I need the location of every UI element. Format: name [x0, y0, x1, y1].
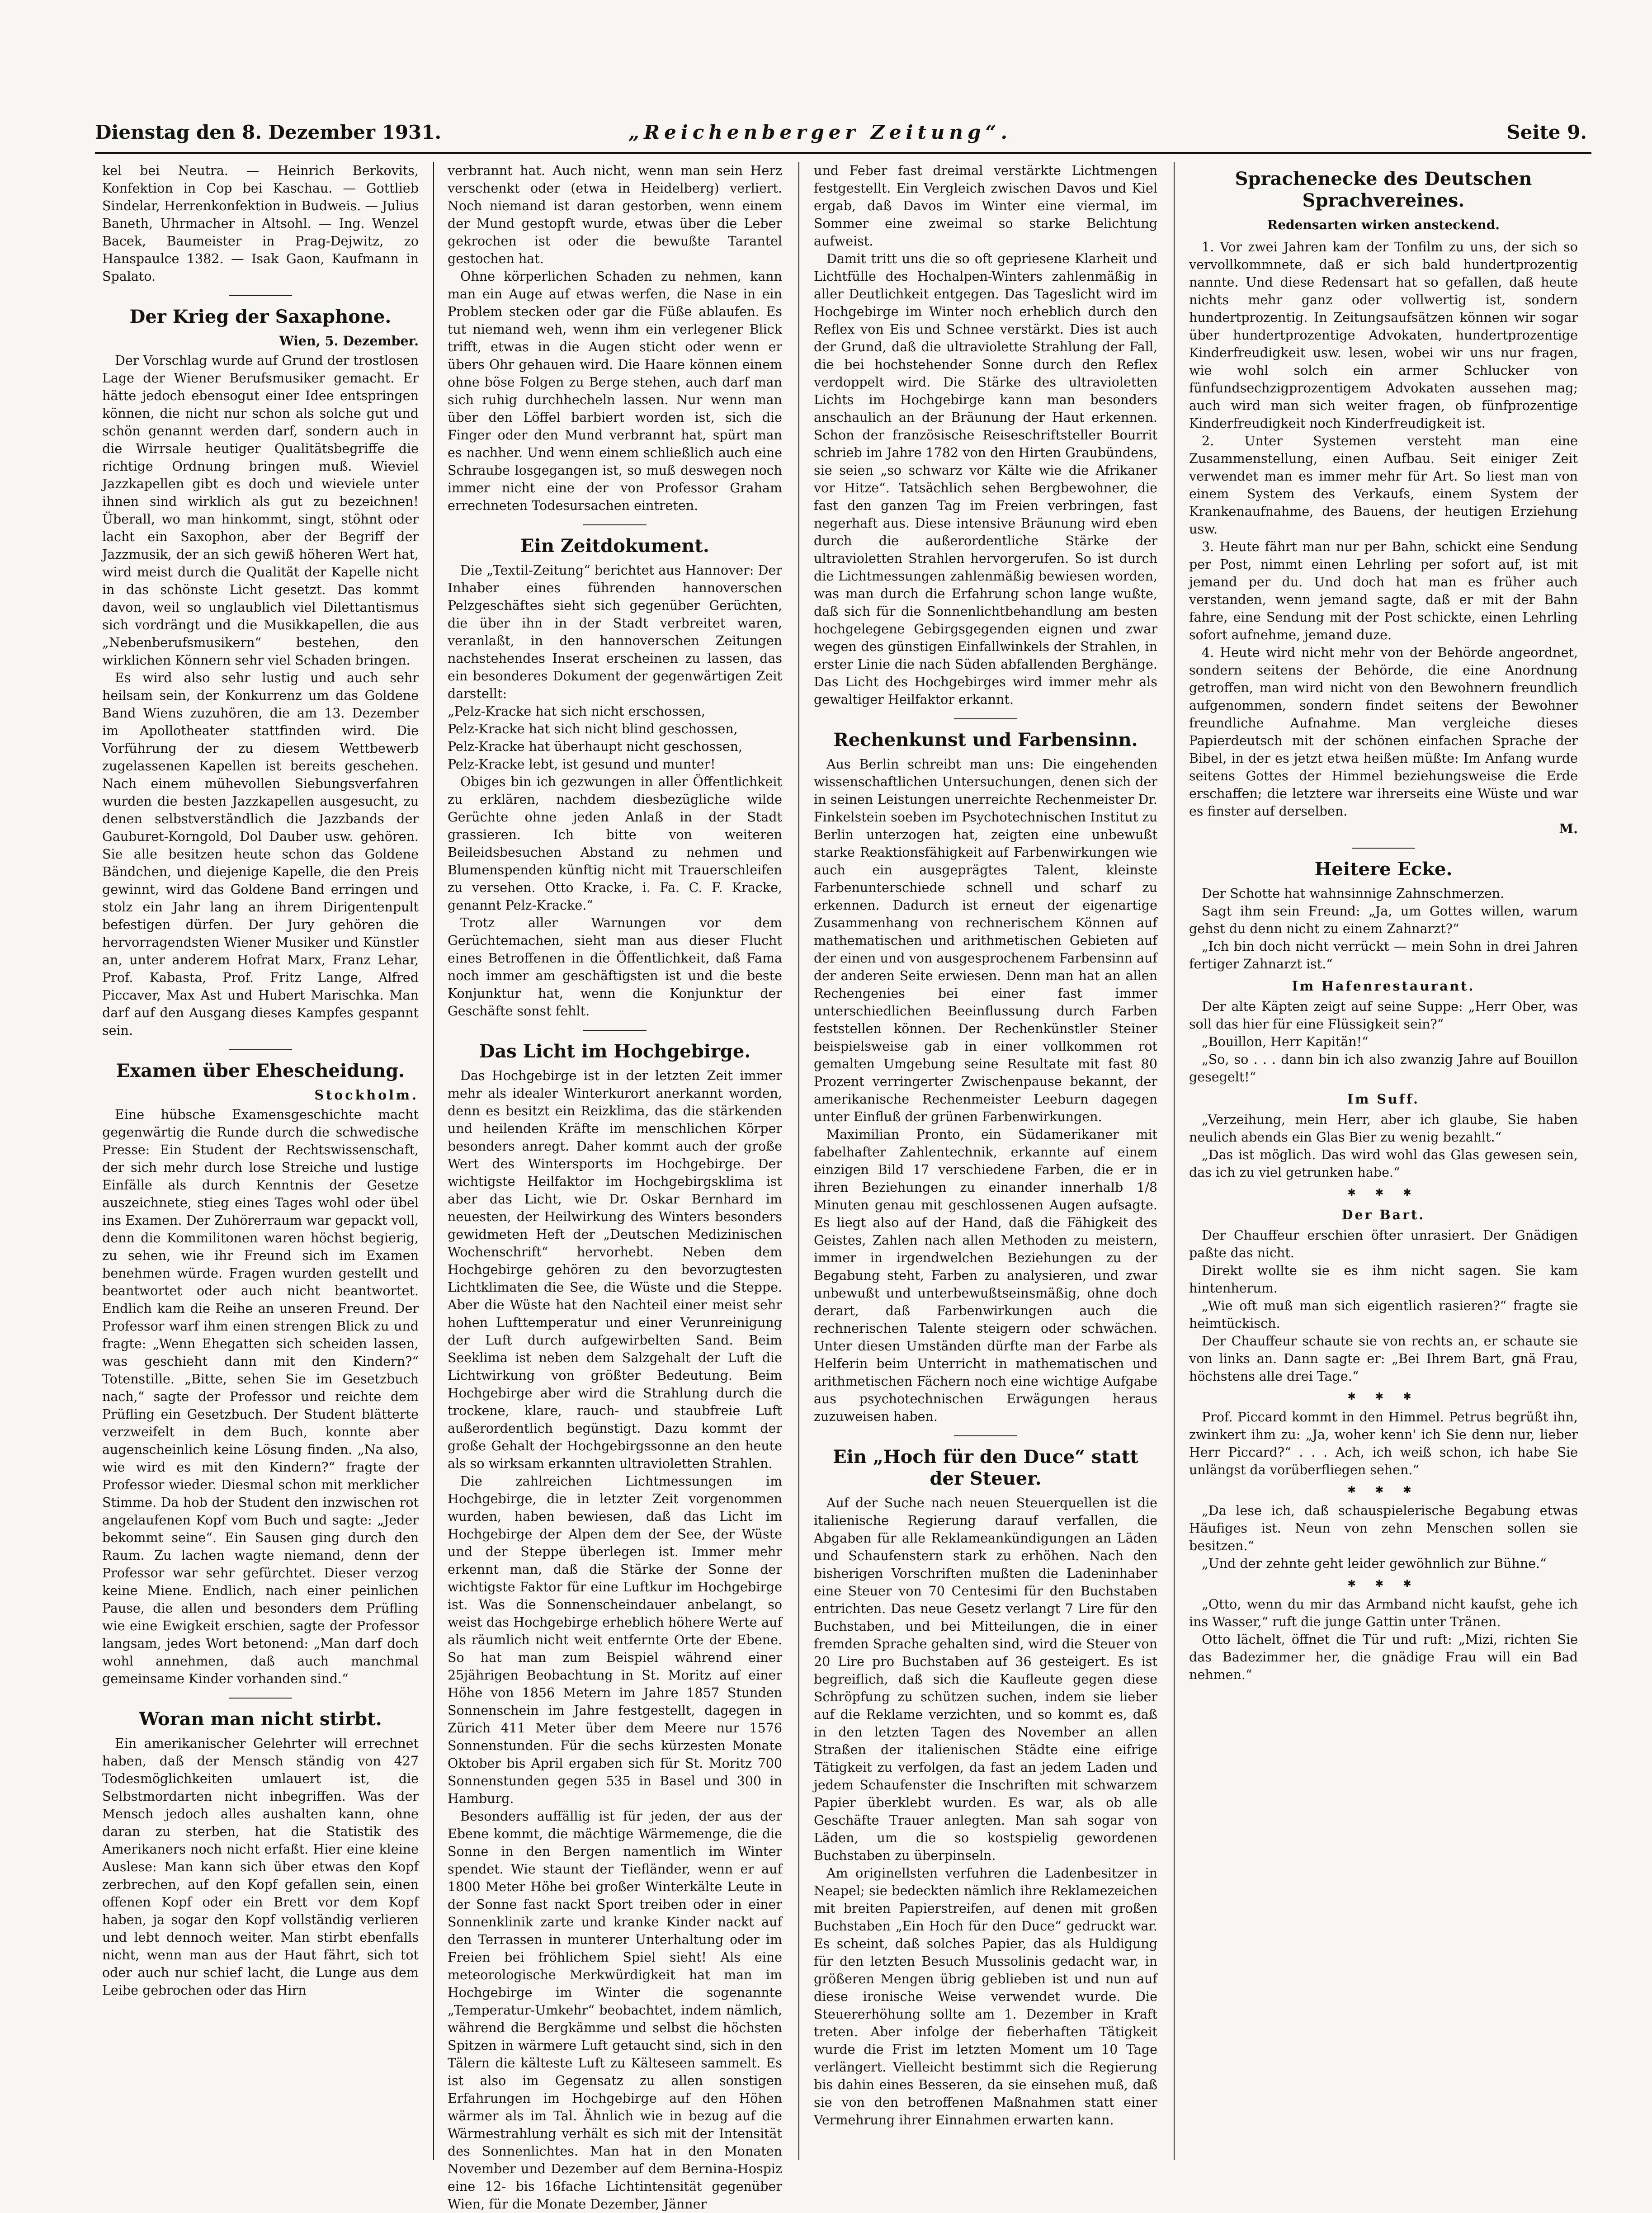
joke-paragraph: „Das ist möglich. Das wird wohl das Glas gewesen sein, das ich zu viel getrunken habe.“: [1189, 1147, 1578, 1180]
article-dateline: Wien, 5. Dezember.: [279, 333, 419, 349]
article-paragraph: Eine hübsche Examensgeschichte macht gegenwärtig die Runde durch die schwedische Presse: Ein Student der Rechtswissenschaft, der sich mehr durch lose Streiche und lustige Einfälle als durch Kenntnis der Gesetze auszeichnete, stieg eines Tages wohl oder übel ins Examen. Der Zuhörerraum war gepackt voll, denn die Kommilitonen waren höchst begierig, zu sehen, wie ihr Freund sich im Examen benehmen würde. Fragen wurden gestellt und beantwortet oder auch nicht beantwortet. Endlich kam die Reihe an unseren Freund. Der Professor warf ihm einen strengen Blick zu und fragte: „Wenn Ehegatten sich scheiden lassen, was geschieht dann mit den Kindern?“ Totenstille. „Bitte, sehen Sie im Gesetzbuch nach,“ sagte der Professor und reichte dem Prüfling ein Gesetzbuch. Der Student blätterte verzweifelt in dem Buch, konnte aber augenscheinlich keine Lösung finden. „Na also, wie wird es mit den Kindern?“ fragte der Professor wieder. Diesmal schon mit merklicher Stimme. Da hob der Student den inzwischen rot angelaufenen Kopf vom Buch und sagte: „Jeder bekommt seine“. Ein Sausen ging durch den Raum. Zu lachen wagte niemand, denn der Professor war sehr gefürchtet. Dieser verzog keine Miene. Endlich, nach einer peinlichen Pause, die allen und besonders dem Prüfling wie eine Ewigkeit erschien, sagte der Professor langsam, jedes Wort betonend: „Man darf doch wohl annehmen, daß auch manchmal gemeinsame Kinder vorhanden sind.“: [102, 1107, 419, 1686]
joke-paragraph: Der Chauffeur erschien öfter unrasiert. Der Gnädigen paßte das nicht.: [1189, 1228, 1578, 1260]
header-newspaper-title: „Reichenberger Zeitung“.: [628, 121, 1012, 143]
article-paragraph: Damit tritt uns die so oft gepriesene Klarheit und Lichtfülle des Hochalpen-Winters zahlenmäßig in aller Deutlichkeit entgegen. Das Tageslicht wird im Hochgebirge im Winter noch erheblich durch den Reflex von Eis und Schnee verstärkt. Dies ist auch der Grund, daß die ultraviolette Strahlung der Fall, die bei hochstehender Sonne durch den Reflex verdoppelt wird. Die Stärke des ultravioletten Lichts im Hochgebirge kann man besonders anschaulich an der Bräunung der Haut erkennen. Schon der französische Reiseschriftsteller Bourrit schrieb im Jahre 1782 von den Hirten Graubündens, sie seien „so schwarz vor Kälte wie die Afrikaner vor Hitze“. Tatsächlich sehen Bergbewohner, die fast den ganzen Tag im Freien verbringen, fast negerhaft aus. Diese intensive Bräunung wird eben durch die außerordentliche Stärke der ultravioletten Strahlen hervorgerufen. So ist durch die Lichtmessungen zahlenmäßig bewiesen worden, was man durch die Erfahrung schon lange wußte, daß sich für die Sonnenlichtbehandlung am besten hochgelegene Gebirgsgegenden eignen und zwar wegen des günstigen Einfallwinkels der Strahlen, in erster Linie die nach Süden abfallenden Berghänge. Das Licht des Hochgebirges wird immer mehr als gewaltiger Heilfaktor erkannt.: [814, 251, 1157, 707]
joke-paragraph: Prof. Piccard kommt in den Himmel. Petrus begrüßt ihn, zwinkert ihm zu: „Ja, woher kenn' ich Sie denn nur, lieber Herr Piccard?“ . . . Ach, ich weiß schon, ich habe Sie unlängst da vorüberfliegen sehen.“: [1189, 1410, 1578, 1477]
joke-separator: ✱ ✱ ✱: [1347, 1485, 1420, 1496]
column-divider: [798, 162, 799, 2160]
article-paragraph: Ein amerikanischer Gelehrter will errechnet haben, daß der Mensch ständig von 427 Todesmöglichkeiten umlauert ist, die Selbstmordarten nicht inbegriffen. Was der Mensch jedoch alles aushalten kann, ohne daran zu sterben, hat die Statistik des Amerikaners noch nicht erfaßt. Hier eine kleine Auslese: Man kann sich über etwas den Kopf zerbrechen, auf den Kopf gefallen sein, einen offenen Kopf oder ein Brett vor dem Kopf haben, ja sogar den Kopf vollständig verlieren und lebt dennoch weiter. Man stirbt ebenfalls nicht, wenn man aus der Haut fährt, sich tot oder auch nur schief lacht, die Lunge aus dem Leibe gebrochen oder das Hirn: [102, 1736, 419, 1998]
joke-paragraph: „Wie oft muß man sich eigentlich rasieren?“ fragte sie heimtückisch.: [1189, 1298, 1578, 1331]
article-separator: [583, 524, 647, 525]
article-title: Ein Zeitdokument.: [520, 535, 709, 557]
article-paragraph: Der Vorschlag wurde auf Grund der trostlosen Lage der Wiener Berufsmusiker gemacht. Er hätte jedoch ebensogut einer Idee entspringen können, die nicht nur schon als solche gut und schön genannt werden darf, sondern auch in die Wirrsale heutiger Qualitätsbegriffe die richtige Ordnung bringen muß. Wieviel Jazzkapellen gibt es doch und wieviele unter ihnen sind wirklich als gut zu bezeichnen! Überall, wo man hinkommt, singt, stöhnt oder lacht ein Saxophon, aber der Begriff der Jazzmusik, der an sich gewiß höheren Wert hat, wird meist durch die Qualität der Kapelle nicht in das schönste Licht gesetzt. Das kommt davon, weil so unglaublich viel Dilettantismus sich vordrängt und die Musikkapellen, die aus „Nebenberufsmusikern“ bestehen, den wirklichen Könnern sehr viel Schaden bringen.: [102, 353, 419, 668]
joke-paragraph: „So, so . . . dann bin ich also zwanzig Jahre auf Bouillon gesegelt!“: [1189, 1052, 1578, 1085]
article-title: Examen über Ehescheidung.: [116, 1060, 405, 1081]
article-paragraph: 1. Vor zwei Jahren kam der Tonfilm zu uns, der sich so vervollkommnete, daß er sich bald hundertprozentig nannte. Und diese Redensart hat so gefallen, daß heute nichts mehr ganz oder vollwertig ist, sondern hundertprozentig. In Zeitungsaufsätzen können wir sogar über hundertprozentige Advokaten, hundertprozentige Kinderfreudigkeit usw. lesen, wobei wir uns nur fragen, wie wohl solch ein armer Schlucker von fünfundsechzigprozentigem Advokaten aussehen mag; auch wird man sich weiter fragen, ob fünfprozentige Kinderfreudigkeit noch Kinderfreudigkeit ist.: [1189, 240, 1578, 431]
article-separator: [954, 718, 1017, 719]
article-paragraph: Obiges bin ich gezwungen in aller Öffentlichkeit zu erklären, nachdem diesbezügliche wilde Gerüchte ohne jeden Anlaß in der Stadt grassieren. Ich bitte von weiteren Beileidsbesuchen Abstand zu nehmen und Blumenspenden künftig nicht mit Trauerschleifen zu versehen. Otto Kracke, i. Fa. C. F. Kracke, genannt Pelz-Kracke.“: [448, 774, 782, 913]
joke-paragraph: „Da lese ich, daß schauspielerische Begabung etwas Häufiges ist. Neun von zehn Menschen sollen sie besitzen.“: [1189, 1503, 1578, 1553]
article-paragraph: Auf der Suche nach neuen Steuerquellen ist die italienische Regierung darauf verfallen, die Abgaben für alle Reklameankündigungen an Läden und Schaufenstern stark zu erhöhen. Nach den bisherigen Vorschriften mußten die Ladeninhaber eine Steuer von 70 Centesimi für den Buchstaben entrichten. Das neue Gesetz verlangt 7 Lire für den Buchstaben, und bei Mitteilungen, die in einer fremden Sprache gehalten sind, wird die Steuer von 20 Lire pro Buchstaben auf 36 gesteigert. Es ist begreiflich, daß sich die Kaufleute gegen diese Schröpfung zu schützen suchen, indem sie lieber auf die Reklame verzichten, und so kommt es, daß in den letzten Tagen des November an allen Straßen der italienischen Städte eine eifrige Tätigkeit zu verfolgen, da fast an jedem Laden und jedem Schaufenster die Inschriften mit schwarzem Papier überklebt wurden. Es war, als ob alle Geschäfte Trauer anlegten. Man sah sogar von Läden, um die so kostspielig gewordenen Buchstaben zu überpinseln.: [814, 1496, 1157, 1863]
header-page-number: Seite 9.: [1506, 121, 1587, 143]
continued-text: und Feber fast dreimal verstärkte Lichtmengen festgestellt. Ein Vergleich zwischen Davos und Kiel ergab, daß Davos im Winter eine viermal, im Sommer eine zweimal so starke Belichtung aufweist.: [814, 163, 1157, 249]
article-separator: [229, 1049, 292, 1050]
quote-line: „Pelz-Kracke hat sich nicht erschossen,: [448, 704, 705, 719]
article-paragraph: Trotz aller Warnungen vor dem Gerüchtemachen, sieht man aus dieser Flucht eines Betroffenen in die Öffentlichkeit, daß Fama noch immer am geschäftigsten ist und die beste Konjunktur hat, wenn die Konjunktur der Geschäfte sonst fehlt.: [448, 915, 782, 1019]
article-title: Woran man nicht stirbt.: [139, 1708, 382, 1730]
continued-text: kel bei Neutra. — Heinrich Berkovits, Konfektion in Cop bei Kaschau. — Gottlieb Sindelar, Herrenkonfektion in Budweis. — Julius Baneth, Uhrmacher in Altsohl. — Ing. Wenzel Bacek, Baumeister in Prag-Dejwitz, zo Hanspaulce 1382. — Isak Gaon, Kaufmann in Spalato.: [102, 163, 419, 284]
article-separator: [229, 295, 292, 296]
article-subtitle: Redensarten wirken ansteckend.: [1267, 217, 1500, 232]
article-separator: [229, 1698, 292, 1699]
article-title: Der Krieg der Saxaphone.: [129, 306, 392, 327]
article-paragraph: Maximilian Pronto, ein Südamerikaner mit fabelhafter Zahlentechnik, erkannte auf einem einzigen Bild 17 verschiedene Farben, die er in ihren Beziehungen zu einander innerhalb 1/8 Minuten genau mit geschlossenen Augen aufsagte. Es liegt also auf der Hand, daß die Fähigkeit des Geistes, Zahlen nach allen Methoden zu meistern, immer in irgendwelchen Beziehungen zu der Begabung steht, Farben zu analysieren, und zwar unbewußt und unterbewußtseinsmäßig, ohne doch derart, daß Farbenwirkungen auch die rechnerischen Talente steigern oder schwächen. Unter diesen Umständen dürfte man der Farbe als Helferin beim Unterricht in mathematischen und arithmetischen Fächern noch eine wichtige Aufgabe aus psychotechnischen Erwägungen heraus zuzuweisen haben.: [814, 1127, 1157, 1424]
column-divider: [1174, 162, 1175, 2160]
page-header: [95, 121, 1587, 150]
joke-paragraph: Der Chauffeur schaute sie von rechts an, er schaute sie von links an. Dann sagte er: „Bei Ihrem Bart, gnä Frau, höchstens alle drei Tage.“: [1189, 1334, 1578, 1384]
continued-text: verbrannt hat. Auch nicht, wenn man sein Herz verschenkt oder (etwa in Heidelberg) verliert. Noch niemand ist daran gestorben, wenn einem der Mund gestopft wurde, etwas über die Leber gekrochen ist oder die bewußte Tarantel gestochen hat.: [448, 163, 782, 266]
joke-heading: Im Hafenrestaurant.: [1292, 978, 1475, 994]
article-paragraph: Das Hochgebirge ist in der letzten Zeit immer mehr als idealer Winterkurort anerkannt worden, denn es besitzt ein Reizklima, das die stärkenden und heilenden Kräfte im menschlichen Körper besonders anregt. Daher kommt auch der große Wert des Wintersports im Hochgebirge. Der wichtigste Heilfaktor im Hochgebirgsklima ist aber das Licht, wie Dr. Oskar Bernhard im neuesten, der Heilwirkung des Winters besonders gewidmeten Heft der „Deutschen Medizinischen Wochenschrift“ hervorhebt. Neben dem Hochgebirge gehören zu den bevorzugtesten Lichtklimaten die See, die Wüste und die Steppe. Aber die Wüste hat den Nachteil einer meist sehr hohen Lufttemperatur und einer Verunreinigung der Luft durch aufgewirbelten Sand. Beim Seeklima ist neben dem Salzgehalt der Luft die Lichtwirkung von größter Bedeutung. Beim Hochgebirge aber wird die Strahlung durch die trockene, klare, rauch- und staubfreie Luft außerordentlich begünstigt. Dazu kommt der große Gehalt der Hochgebirgssonne an den heute als so wirksam erkannten ultravioletten Strahlen.: [448, 1068, 782, 1471]
quote-line: Pelz-Kracke hat sich nicht blind geschossen,: [448, 722, 738, 736]
joke-separator: ✱ ✱ ✱: [1347, 1187, 1420, 1199]
article-dateline: Stockholm.: [314, 1087, 419, 1103]
joke-paragraph: Der Schotte hat wahnsinnige Zahnschmerzen.: [1202, 886, 1505, 901]
joke-paragraph: Der alte Käpten zeigt auf seine Suppe: „Herr Ober, was soll das hier für eine Flüssigkeit sein?“: [1189, 999, 1578, 1032]
column-4: [1189, 162, 1578, 2178]
article-signature: M.: [1559, 821, 1578, 836]
joke-paragraph: „Und der zehnte geht leider gewöhnlich zur Bühne.“: [1202, 1556, 1547, 1571]
article-paragraph: Ohne körperlichen Schaden zu nehmen, kann man ein Auge auf etwas werfen, die Nase in ein Problem stecken oder gar die Füße ablaufen. Es tut niemand weh, wenn ihm ein verlegener Blick trifft, etwas in die Augen sticht oder wenn er übers Ohr gehauen wird. Die Haare können einem ohne böse Folgen zu Berge stehen, auch darf man sich ruhig durchhecheln lassen. Nur wenn man über den Löffel barbiert worden ist, sich die Finger oder den Mund verbrannt hat, spürt man es nachher. Und wenn einem schließlich auch eine Schraube losgegangen ist, so muß deswegen noch immer nicht eine der von Professor Graham errechneten Todesursachen eintreten.: [448, 269, 782, 513]
article-title: Das Licht im Hochgebirge.: [479, 1041, 751, 1062]
article-paragraph: 4. Heute wird nicht mehr von der Behörde angeordnet, sondern seitens der Behörde, die eine Anordnung getroffen, man wird nicht von den Bewohnern freundlich aufgenommen, sondern findet seitens der Bewohner freundliche Aufnahme. Man vergleiche dieses Papierdeutsch mit der schönen einfachen Sprache der Bibel, in der es jetzt etwa heißen müßte: Im Anfang wurde seitens Gottes der Himmel beziehungsweise die Erde erschaffen; die letztere war ihrerseits eine Wüste und war es finster auf derselben.: [1189, 645, 1578, 819]
article-paragraph: Die „Textil-Zeitung“ berichtet aus Hannover: Der Inhaber eines führenden hannoverschen Pelzgeschäftes sieht sich gegenüber Gerüchten, die über ihn in der Stadt verbreitet waren, veranlaßt, in den hannoverschen Zeitungen nachstehendes Inserat erscheinen zu lassen, das ein besonderes Dokument der gegenwärtigen Zeit darstellt:: [448, 563, 782, 701]
joke-separator: ✱ ✱ ✱: [1347, 1391, 1420, 1402]
joke-separator: ✱ ✱ ✱: [1347, 1578, 1420, 1590]
joke-heading: Der Bart.: [1341, 1207, 1425, 1222]
column-2: [448, 162, 782, 2212]
article-title: Ein „Hoch für den Duce“ statt der Steuer.: [833, 1446, 1138, 1489]
article-separator: [1352, 848, 1415, 849]
joke-paragraph: „Ich bin doch nicht verrückt — mein Sohn in drei Jahren fertiger Zahnarzt ist.“: [1189, 939, 1578, 972]
article-paragraph: Die zahlreichen Lichtmessungen im Hochgebirge, die in letzter Zeit vorgenommen wurden, haben bewiesen, daß das Licht im Hochgebirge der Alpen dem der See, der Wüste und der Steppe überlegen ist. Immer mehr erkennt man, daß die Stärke der Sonne der wichtigste Faktor für eine Luftkur im Hochgebirge ist. Was die Sonnenscheindauer anbelangt, so weist das Hochgebirge erheblich höhere Werte auf als räumlich nicht weit entfernte Orte der Ebene. So hat man zum Beispiel während einer 25jährigen Beobachtung in St. Moritz auf einer Höhe von 1856 Metern im Jahre 1857 Stunden Sonnenschein im Jahre festgestellt, dagegen in Zürich 411 Meter über dem Meere nur 1576 Sonnenstunden. Für die sechs kürzesten Monate Oktober bis April ergaben sich für St. Moritz 700 Sonnenstunden gegen 535 in Basel und 300 in Hamburg.: [448, 1474, 782, 1806]
joke-paragraph: Direkt wollte sie es ihm nicht sagen. Sie kam hintenherum.: [1189, 1263, 1578, 1296]
joke-paragraph: Otto lächelt, öffnet die Tür und ruft: „Mizi, richten Sie das Badezimmer her, die gnädige Frau will ein Bad nehmen.“: [1189, 1632, 1578, 1682]
quote-line: Pelz-Kracke hat überhaupt nicht geschossen,: [448, 739, 743, 754]
column-1: [102, 162, 419, 2178]
article-paragraph: 2. Unter Systemen versteht man eine Zusammenstellung, einen Aufbau. Seit einiger Zeit verwendet man es immer mehr für Art. So liest man von einem System des Verkaufs, einem System der Krankenaufnahme, des Bauens, der heutigen Erziehung usw.: [1189, 434, 1578, 537]
article-title: Sprachenecke des Deutschen Sprachvereines.: [1235, 168, 1532, 211]
article-separator: [954, 1435, 1017, 1436]
column-divider: [433, 162, 434, 2160]
article-title: Heitere Ecke.: [1314, 859, 1453, 880]
article-paragraph: Aus Berlin schreibt man uns: Die eingehenden wissenschaftlichen Untersuchungen, denen sich der in seinen Leistungen unerreichte Rechenmeister Dr. Finkelstein soeben im Psychotechnischen Institut zu Berlin unterzogen hat, zeigten eine unbewußt starke Reaktionsfähigkeit auf Farbenwirkungen wie auch ein ausgeprägtes Talent, kleinste Farbenunterschiede schnell und scharf zu erkennen. Dadurch ist erneut der eigenartige Zusammenhang von rechnerischem Können auf mathematischen und arithmetischen Gebieten auf der einen und von ausgesprochenem Farbensinn auf der anderen Seite erwiesen. Denn man hat an allen Rechengenies bei einer fast immer unterschiedlichen Beeinflussung durch Farben feststellen können. Der Rechenkünstler Steiner beispielsweise gab in einer vollkommen rot gemalten Umgebung seine Resultate mit fast 80 Prozent verringerter Zwischenpause bekannt, der amerikanische Rechenmeister Leeburn dagegen unter Einfluß der grünen Farbenwirkungen.: [814, 757, 1157, 1124]
header-date: Dienstag den 8. Dezember 1931.: [95, 121, 442, 143]
article-paragraph: Am originellsten verfuhren die Ladenbesitzer in Neapel; sie bedeckten nämlich ihre Reklamezeichen mit breiten Papierstreifen, auf denen mit großen Buchstaben „Ein Hoch für den Duce“ gedruckt war. Es scheint, daß solches Papier, das als Huldigung für den letzten Besuch Mussolinis gedacht war, in größeren Mengen übrig geblieben ist und nun auf diese ironische Weise verwendet wurde. Die Steuererhöhung sollte am 1. Dezember in Kraft treten. Aber infolge der fieberhaften Tätigkeit wurde die Frist im letzten Moment um 10 Tage verlängert. Vielleicht bestimmt sich die Regierung bis dahin eines Besseren, da sie einsehen muß, daß sie von den betroffenen Maßnahmen statt einer Vermehrung ihrer Einnahmen erwarten kann.: [814, 1866, 1157, 2128]
header-rule: [95, 152, 1591, 154]
article-paragraph: 3. Heute fährt man nur per Bahn, schickt eine Sendung per Post, nimmt einen Lehrling per sofort auf, ist mit jemand per du. Und doch hat man es früher auch verstanden, wenn jemand sagte, daß er mit der Bahn fahre, eine Sendung mit der Post schickte, einen Lehrling sofort aufnehme, jemand duze.: [1189, 539, 1578, 642]
joke-paragraph: „Otto, wenn du mir das Armband nicht kaufst, gehe ich ins Wasser,“ ruft die junge Gattin unter Tränen.: [1189, 1597, 1578, 1629]
article-paragraph: Es wird also sehr lustig und auch sehr heilsam sein, der Konkurrenz um das Goldene Band Wiens zuzuhören, die am 13. Dezember im Apollotheater stattfinden wird. Die Vorführung der zu diesem Wettbewerb zugelassenen Kapellen ist bereits geschehen. Nach einem mühevollen Siebungsverfahren wurden die besten Jazzkapellen ausgesucht, zu denen selbstverständlich die Jazzbands der Gauburet-Korngold, Dol Dauber usw. gehören. Sie alle besitzen heute schon das Goldene Bändchen, und diejenige Kapelle, die den Preis gewinnt, wird das Goldene Band erringen und stolz ein Jahr lang an ihrem Dirigentenpult befestigen dürfen. Der Jury gehören die hervorragendsten Wiener Musiker und Künstler an, unter anderem Hofrat Marx, Franz Lehar, Prof. Kabasta, Prof. Fritz Lange, Alfred Piccaver, Max Ast und Hubert Marischka. Man darf auf den Ausgang dieses Kampfes gespannt sein.: [102, 670, 419, 1038]
joke-heading: Im Suff.: [1347, 1091, 1420, 1107]
joke-paragraph: Sagt ihm sein Freund: „Ja, um Gottes willen, warum gehst du denn nicht zu einem Zahnarzt?“: [1189, 904, 1578, 936]
article-separator: [583, 1030, 647, 1031]
joke-paragraph: „Verzeihung, mein Herr, aber ich glaube, Sie haben neulich abends ein Glas Bier zu wenig bezahlt.“: [1189, 1112, 1578, 1145]
column-3: [814, 162, 1157, 2178]
article-paragraph: Besonders auffällig ist für jeden, der aus der Ebene kommt, die mächtige Wärmemenge, die die Sonne in den Bergen namentlich im Winter spendet. Wie staunt der Tiefländer, wenn er auf 1800 Meter Höhe bei großer Winterkälte Leute in der Sonne fast nackt Sport treiben oder in einer Sonnenklinik zarte und kranke Kinder nackt auf den Terrassen in munterer Unterhaltung oder im Freien bei fröhlichem Spiel sieht! Als eine meteorologische Merkwürdigkeit hat man im Hochgebirge im Winter die sogenannte „Temperatur-Umkehr“ beobachtet, indem nämlich, während die Bergkämme und selbst die höchsten Spitzen in wärmere Luft getaucht sind, sich in den Tälern die kälteste Luft zu Kälteseen sammelt. Es ist also im Gegensatz zu allen sonstigen Erfahrungen im Hochgebirge auf den Höhen wärmer als im Tal. Ähnlich wie in bezug auf die Wärmestrahlung verhält es sich mit der Intensität des Sonnenlichtes. Man hat in den Monaten November und Dezember auf dem Bernina-Hospiz eine 12- bis 16fache Lichtintensität gegenüber Wien, für die Monate Dezember, Jänner: [448, 1809, 782, 2212]
quote-line: Pelz-Kracke lebt, ist gesund und munter!: [448, 757, 716, 772]
joke-paragraph: „Bouillon, Herr Kapitän!“: [1202, 1034, 1369, 1049]
article-title: Rechenkunst und Farbensinn.: [833, 729, 1138, 750]
